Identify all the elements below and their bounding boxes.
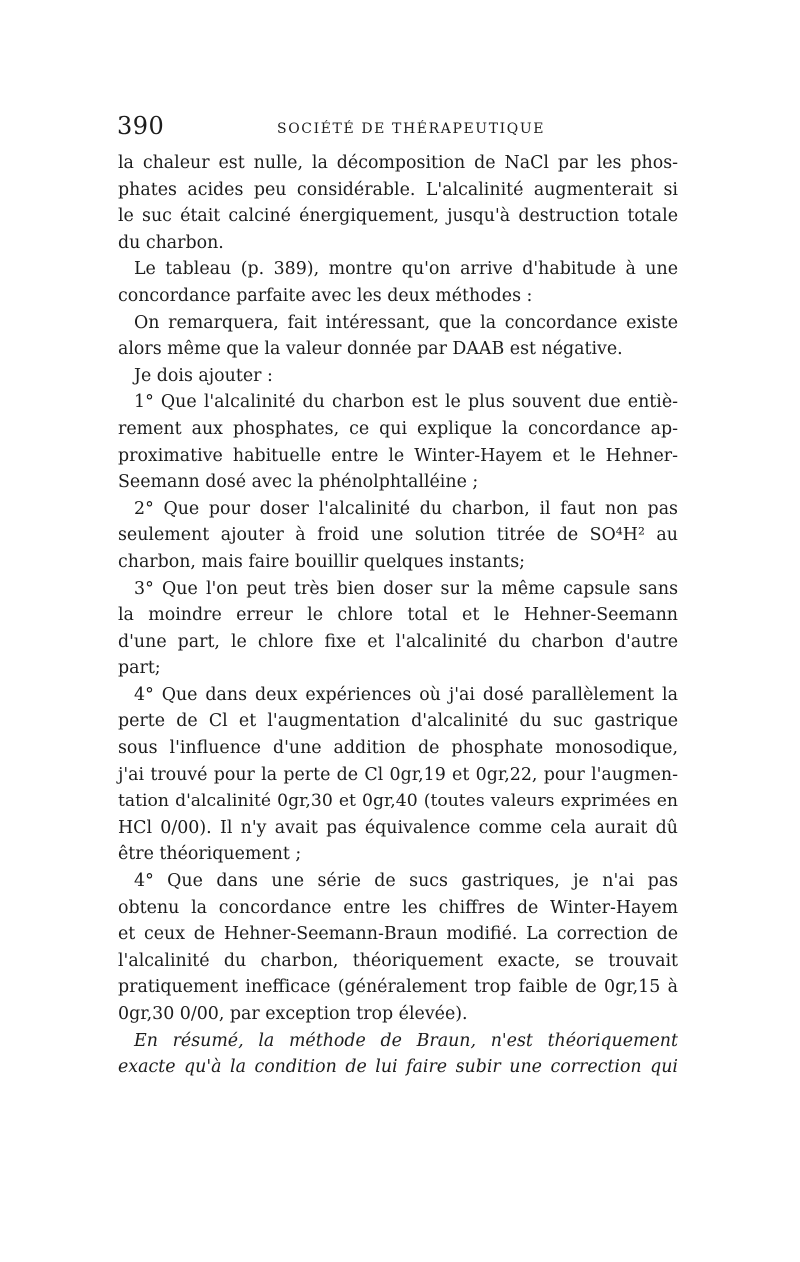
text-line: rement aux phosphates, ce qui explique la concordance ap-	[118, 418, 678, 439]
text-line: d'une part, le chlore fixe et l'alcalinité du charbon d'autre	[118, 631, 678, 652]
text-line: 1° Que l'alcalinité du charbon est le plus souvent due entiè-	[134, 392, 678, 413]
text-line: la moindre erreur le chlore total et le Hehner-Seemann	[118, 605, 678, 626]
text-line: seulement ajouter à froid une solution titrée de SO⁴H² au	[118, 525, 678, 546]
text-line: En résumé, la méthode de Braun, n'est théoriquement	[134, 1030, 678, 1051]
text-line: 4° Que dans deux expériences où j'ai dosé parallèlement la	[134, 684, 678, 705]
text-line: du charbon.	[118, 232, 224, 253]
running-title: SOCIÉTÉ DE THÉRAPEUTIQUE	[277, 121, 546, 137]
text-line: pratiquement inefficace (généralement trop faible de 0gr,15 à	[118, 977, 678, 998]
text-line: 0gr,30 0/00, par exception trop élevée).	[118, 1004, 468, 1024]
text-line: la chaleur est nulle, la décomposition de NaCl par les phos-	[118, 153, 678, 173]
text-line: HCl 0/00). Il n'y avait pas équivalence comme cela aurait dû	[118, 817, 678, 838]
text-line: Seemann dosé avec la phénolphtalléine ;	[118, 472, 479, 493]
page-number: 390	[117, 112, 165, 140]
text-line: concordance parfaite avec les deux méthodes :	[118, 285, 533, 306]
text-line: j'ai trouvé pour la perte de Cl 0gr,19 et 0gr,22, pour l'augmen-	[118, 764, 678, 785]
text-line: On remarquera, fait intéressant, que la concordance existe	[134, 312, 678, 333]
text-line: tation d'alcalinité 0gr,30 et 0gr,40 (toutes valeurs exprimées en	[118, 791, 678, 812]
text-line: 2° Que pour doser l'alcalinité du charbon, il faut non pas	[134, 498, 678, 519]
text-line: 3° Que l'on peut très bien doser sur la même capsule sans	[134, 578, 678, 599]
text-line: et ceux de Hehner-Seemann-Braun modifié. La correction de	[118, 924, 678, 945]
text-line: phates acides peu considérable. L'alcalinité augmenterait si	[118, 179, 678, 200]
body-text	[118, 150, 678, 1081]
text-line: Le tableau (p. 389), montre qu'on arrive d'habitude à une	[134, 259, 678, 280]
text-line: proximative habituelle entre le Winter-Hayem et le Hehner-	[118, 445, 678, 466]
text-line: charbon, mais faire bouillir quelques instants;	[118, 551, 526, 572]
text-line: être théoriquement ;	[118, 844, 302, 865]
text-line: 4° Que dans une série de sucs gastriques, je n'ai pas	[134, 871, 678, 892]
text-line: Je dois ajouter :	[134, 365, 273, 386]
text-line: part;	[118, 658, 161, 679]
text-line: exacte qu'à la condition de lui faire subir une correction qui	[118, 1057, 678, 1078]
text-line: obtenu la concordance entre les chiffres de Winter-Hayem	[118, 897, 678, 918]
text-line: sous l'influence d'une addition de phosphate monosodique,	[118, 738, 678, 759]
text-line: perte de Cl et l'augmentation d'alcalinité du suc gastrique	[118, 711, 678, 732]
page-header	[117, 112, 677, 148]
text-line: alors même que la valeur donnée par DAAB est négative.	[118, 339, 623, 360]
text-line: l'alcalinité du charbon, théoriquement exacte, se trouvait	[118, 950, 678, 971]
text-line: le suc était calciné énergiquement, jusqu'à destruction totale	[118, 206, 678, 227]
